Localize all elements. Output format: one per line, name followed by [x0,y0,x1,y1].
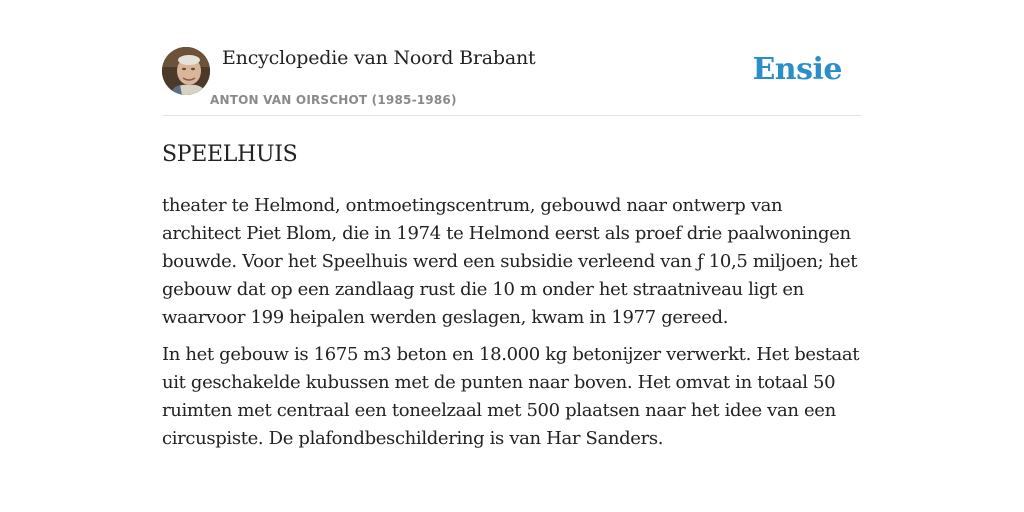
header [162,0,862,116]
site-title[interactable]: Encyclopedie van Noord Brabant [222,47,536,69]
entry-paragraph: theater te Helmond, ontmoetingscentrum, gebouwd naar ontwerp van architect Piet Blom, die in 1974 te Helmond eerst als proef drie paalwoningen bouwde. Voor het Speelhuis werd een subsidie verleend van ƒ 10,5 miljoen; het gebouw dat op een zandlaag rust die 10 m onder het straatniveau ligt en waarvoor 199 heipalen werden geslagen, kwam in 1977 gereed. [162,195,858,328]
entry-paragraph: In het gebouw is 1675 m3 beton en 18.000 kg betonijzer verwerkt. Het bestaat uit geschakelde kubussen met de punten naar boven. Het omvat in totaal 50 ruimten met centraal een toneelzaal met 500 plaatsen naar het idee van een circuspiste. De plafondbeschildering is van Har Sanders. [162,344,860,449]
author-avatar[interactable] [162,47,210,95]
ensie-logo[interactable]: Ensie [752,52,842,87]
author-name[interactable]: ANTON VAN OIRSCHOT (1985-1986) [210,93,457,107]
article-page [162,0,862,449]
author-portrait-icon [162,47,210,95]
entry-title: SPEELHUIS [162,142,298,167]
entry-body [162,192,862,462]
